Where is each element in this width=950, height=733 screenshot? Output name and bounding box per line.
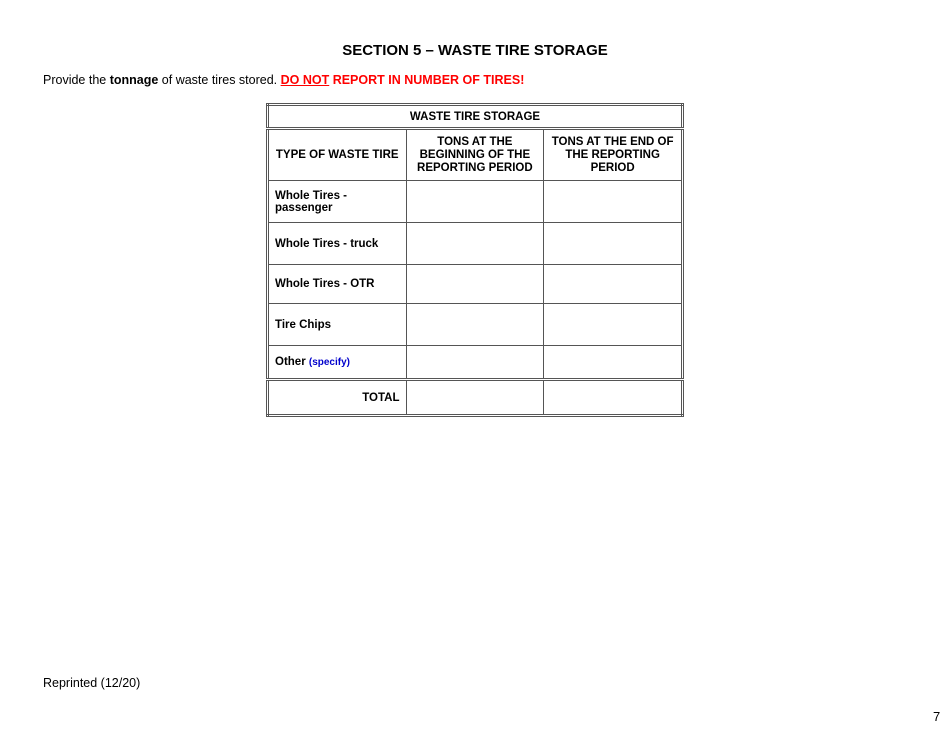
instructions xyxy=(43,73,524,87)
warning-rest: REPORT IN NUMBER OF TIRES! xyxy=(329,73,525,87)
table-header-row xyxy=(268,129,683,181)
waste-tire-storage-table xyxy=(266,103,684,417)
table-row xyxy=(268,265,683,304)
passenger-tons-begin-field[interactable] xyxy=(406,181,544,223)
instructions-middle: of waste tires stored. xyxy=(158,73,281,87)
header-type-of-waste-tire: TYPE OF WASTE TIRE xyxy=(268,129,407,181)
header-tons-beginning: TONS AT THE BEGINNING OF THE REPORTING PERIOD xyxy=(406,129,544,181)
other-tons-end-field[interactable] xyxy=(544,346,683,380)
other-label: Other xyxy=(275,356,306,368)
row-label-whole-tires-otr: Whole Tires - OTR xyxy=(268,265,407,304)
otr-tons-end-field[interactable] xyxy=(544,265,683,304)
reprinted-note: Reprinted (12/20) xyxy=(43,676,141,690)
section-title: SECTION 5 – WASTE TIRE STORAGE xyxy=(342,42,608,59)
warning-do-not: DO NOT xyxy=(280,73,330,87)
total-label: TOTAL xyxy=(268,380,407,416)
chips-tons-end-field[interactable] xyxy=(544,304,683,346)
header-tons-end: TONS AT THE END OF THE REPORTING PERIOD xyxy=(544,129,683,181)
total-row xyxy=(268,380,683,416)
chips-tons-begin-field[interactable] xyxy=(406,304,544,346)
truck-tons-end-field[interactable] xyxy=(544,223,683,265)
table-row xyxy=(268,304,683,346)
page-number: 7 xyxy=(933,709,941,724)
row-label-whole-tires-truck: Whole Tires - truck xyxy=(268,223,407,265)
other-tons-begin-field[interactable] xyxy=(406,346,544,380)
truck-tons-begin-field[interactable] xyxy=(406,223,544,265)
row-label-whole-tires-passenger: Whole Tires - passenger xyxy=(268,181,407,223)
table-row xyxy=(268,346,683,380)
specify-note: (specify) xyxy=(308,357,350,368)
otr-tons-begin-field[interactable] xyxy=(406,265,544,304)
instructions-prefix: Provide the xyxy=(43,73,110,87)
table-row xyxy=(268,181,683,223)
instructions-tonnage: tonnage xyxy=(109,73,159,87)
total-tons-end-field[interactable] xyxy=(544,380,683,416)
passenger-tons-end-field[interactable] xyxy=(544,181,683,223)
row-label-tire-chips: Tire Chips xyxy=(268,304,407,346)
table-caption: WASTE TIRE STORAGE xyxy=(268,105,683,129)
total-tons-begin-field[interactable] xyxy=(406,380,544,416)
row-label-other xyxy=(268,346,407,380)
table-row xyxy=(268,223,683,265)
